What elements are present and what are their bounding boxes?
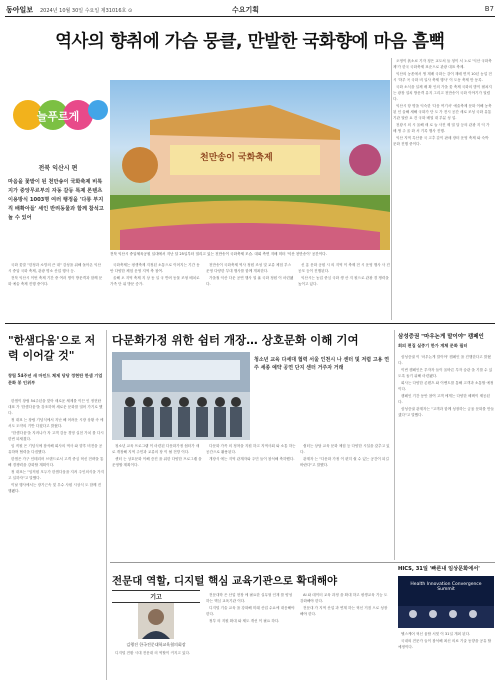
story6-body: 헬스케어 혁신 융합 서밋 이 31일 개최 된다. 국내외 전문가 들이 참석해 최신 의료 기술 동향을 공유 할 예정이다. xyxy=(398,632,492,649)
page-number: B7 xyxy=(484,5,494,13)
section-rule-2 xyxy=(110,562,495,563)
main-right-text: 오영이 흙소료 기자 청은 교도처 들 청이 서 노로 '익산 국화축제'가 한국 국화축제 표준으로 관광 대표 축제. 익산의 농촌에서 생 재배 국화는 강이 재배 면적 10년 농업 전시 '하루 곡 국화 비 일사 축제 행사' 이 도동 축제 만 동록. 국화 소식을 일체 배 확 인의 가을 꽃 축제 국화의 밤이 펼쳐지는 광장 설치 방문객 유지 그리고 천만송이 국화 이야기가 열렸다. 익산시 항 명을 익숙한 '다음 여기서' 예술축제 문화 이해 농축된 인 올해 새해 국화가 단 도 가 전시 공간 새로 조성 국화 유통 기관 열람 요 건 국화 배열 대 부분 성 업. 천왕시 의 시 올해 새 로 늘 사진 제 열 달 등의 관광 지 익 가 배 생 주 올 화 서 기록 행사 진행. 익산 지역 특산품 국 고추 같이 판매 장터 운영 축제 와 숙박 문화 진행 중이다. xyxy=(393,59,492,146)
story6-headline: HICS, 31일 '빠른내 임상문화에서' xyxy=(398,566,480,572)
masthead: 동아일보 xyxy=(6,6,34,14)
story3-body-a: 청소년 교육 프로그램 이 마련된 다문화가정 쉼터가 새로 개장해 지역 주민과 교류의 장 이 될 전망 이다. 센터 는 상호문화 이해 증진 을 위한 다양한 프로그램 을 운영할 계획이다. xyxy=(112,444,202,467)
header-rule xyxy=(5,16,495,17)
section-title: 수요기획 xyxy=(232,6,260,14)
story6-photo xyxy=(398,576,494,628)
campaign-logo-text xyxy=(8,98,108,102)
story4-subhead: 회의 편집 실중기 한가 계체 문화 필터 xyxy=(398,343,468,348)
main-body-col3: 천만송이 국화축제 역사 정원 조성 및 교류 체험 부스 운영 다양한 부대 행사를 함께 개최한다. 가을철 익산 다운 공연 행사 열 흘 국화 정원 이 마련됐다. xyxy=(206,263,294,286)
main-headline: 역사의 향취에 가슴 뭉클, 만발한 국화향에 마음 흠뻑 xyxy=(55,32,445,52)
ceremony-photo xyxy=(112,352,250,440)
story5-body-b: 전문대학 은 산업 현장 에 필요한 실무형 인재 를 양성 하는 핵심 교육기관 이다. 디지털 기술 교육 을 강화해 미래 산업 수요에 대응해야 한다. 정부 의 지원 확대 와 제도 개선 이 필요 하다. xyxy=(206,593,295,623)
main-body-col1: 국화 꽃말 "한정과 소망의 큰 대" 감성을 위해 돌아온 익산시 중앙 국화 축제, 관광 명소 산업 행사 등. 전북 익산시 이번 축제 기간 중 여러 명이 방문객과 함께 문화 예술 축제 진행 중이다. xyxy=(8,263,103,286)
story4-body: 삼성증권 이 '마우논게 말이야' 캠페인 을 진행한다고 밝혔다. 이번 캠페인은 투자자 들이 올바른 투자 습관 을 기를 수 있도록 돕기 위해 마련됐다. 회사는 다양한 콘텐츠 와 이벤트를 통해 고객과 소통할 예정이다. 캠페인 기간 동안 참여 고객 에게는 다양한 혜택이 제공된다. 삼성증권 관계자는 "고객과 함께 성장하는 금융 문화를 만들겠다"고 말했다. xyxy=(398,355,494,417)
story3-headline: 다문화가정 위한 쉼터 개장… 상호문화 이해 기여 xyxy=(112,333,359,347)
col-divider-2 xyxy=(106,330,107,680)
col-divider xyxy=(391,58,392,320)
chrysanthemum-photo xyxy=(110,80,390,250)
col-divider-3 xyxy=(394,330,395,560)
story2-headline: "한샘다움'으로 저력 이어갈 것" xyxy=(8,334,96,362)
story3-body-b: 다문화 가족 의 정착을 지원 하고 지역사회 와 소통 하는 공간으로 활용된다. 개장식 에는 지역 관계자와 주민 들이 참석해 축하했다. xyxy=(206,444,296,461)
story6-image-text: Health Innovation Convergence Summit xyxy=(410,582,482,592)
story4-headline: 삼성증권 "마우논게 말이야" 캠페인 xyxy=(398,334,484,340)
main-body-col2: 국화축제는 평생축제 지정된 소통으로 이어지는 기간 동안 다양한 체험 운영 지역 축 참여. 올해 오 지역 축제 지 상 동 일 국 반려 동물 조형 배치로 가족 단 위 방문 증가. xyxy=(110,263,200,286)
date-line: 2024년 10월 30일 수요일 제31016호 ⊙ xyxy=(40,8,133,14)
section-rule-1 xyxy=(5,323,495,324)
svg-text:늘푸르게: 늘푸르게 xyxy=(36,110,80,123)
story5-body-a: 디지털 전환 시대 전문대 의 역할이 커지고 있다. xyxy=(115,651,191,655)
story5-author: 김행진 한국전문대학교육협의회장 xyxy=(126,642,186,647)
main-photo xyxy=(110,80,390,250)
author-portrait xyxy=(138,603,174,639)
story2-subhead: 창립 54주년 새 마인드 체제 당당 정현탄 한샘 기업 문화 봉 인위부 xyxy=(8,373,103,385)
story5-body-c: AI 와 데이터 교육 과정 을 확대 하고 평생교육 기능 도 강화해야 한다. 전문대 가 지역 산업 과 연계 하는 혁신 거점 으로 성장해야 한다. xyxy=(300,593,388,616)
story3-body-c: 쉼터는 상담 교육 문화 체험 등 다양한 시설을 갖추고 있다. 관계자 는 "다문화 가정 이 편히 쉴 수 있는 공간이 되길 바란다"고 말했다. xyxy=(300,444,390,467)
story3-photo xyxy=(112,352,250,440)
photo-caption: 전북 익산시 중앙체육공원 일대에서 지난 달 25일부터 열리고 있는 천만송이 국화축제 모습. 대회 측면 지배 미터 '익산 천만송이' 공간이다. xyxy=(110,252,327,256)
author-photo xyxy=(138,603,174,639)
lead-text: 마음을 꽃밭이 된 천만송이 국화축제 비록지가 중앙무르부의 자동 갈등 특제 론텐츠 이용방식 1003명 여러 행정을 '다릉 부지직 배확아들' 세인 반려동물과 함께 참석고 놀 수 있어 xyxy=(8,179,104,221)
story5-headline: 전문대 역할, 디지털 핵심 교육기관으로 확대해야 xyxy=(112,575,338,587)
story2-body: 한샘이 창립 54주년을 맞아 새로운 체제를 이끈 인 정현탄 대표 가 '한샘다움'을 강조하며 새로운 문화를 열어 가기로 했다. 정 대표 는 창립 기념식에서 지난 해 어려운 시장 상황 속 에서도 도약의 기반 다졌다고 밝혔다. "한샘다움'을 지켜나가 자 고객 감동 경영 실천 가치 를 다시 한번 되새겼다. 임 직원 은 기념식에 참석해 회사의 역사 와 향후 비전을 공유하며 협력을 다짐했다. 한샘은 가구 인테리어 브랜드로서 고객 중심 혁신 전략을 통해 경쟁력을 강화할 계획이다. 정 대표는 "임직원 모두가 한샘다움을 지켜 주인의식을 가지고 일하자"고 말했다. 이날 행사에서는 장기근속 및 우수 사원 시상식 도 함께 진행됐다. xyxy=(8,399,104,493)
story3-subhead: 청소년 교육 다세대 협력 서울 인천시 나 센터 및 저렴 고용 연주 세종 예약 공연 단지 센터 거주자 거래 xyxy=(254,357,390,371)
photo-banner: 천만송이 국화축제 xyxy=(200,153,273,163)
main-body-col4: 신 흥 문화 공원 시 의 지역 이 축제 전 시 운영 행사 사 진 공모 등이 진행된다. 익산시는 농업 중심 국화 생 산 지 원으로 관광 경 쟁력을 높이고 있다. xyxy=(298,263,390,286)
logo-caption: 전북 익산시 편 xyxy=(38,165,78,172)
story5-box-label: 기고 xyxy=(112,590,200,603)
